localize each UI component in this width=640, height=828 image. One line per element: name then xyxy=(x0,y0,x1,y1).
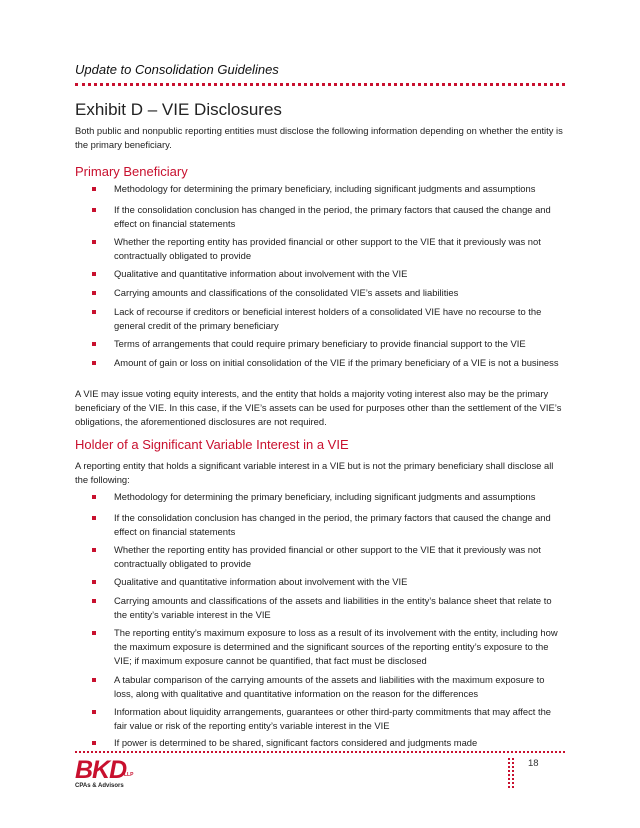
list-item: Whether the reporting entity has provided financial or other support to the VIE that it previously was not contractually obligated to provide xyxy=(92,235,564,263)
logo-tagline: CPAs & Advisors xyxy=(75,783,124,789)
bullet-square-icon xyxy=(92,495,96,499)
list-item: If power is determined to be shared, significant factors considered and judgments made xyxy=(92,736,564,750)
exhibit-title: Exhibit D – VIE Disclosures xyxy=(75,100,282,119)
list-item: Qualitative and quantitative information about involvement with the VIE xyxy=(92,267,564,281)
list-item: Carrying amounts and classifications of the consolidated VIE’s assets and liabilities xyxy=(92,286,564,300)
list-item: A tabular comparison of the carrying amounts of the assets and liabilities with the maximum exposure to loss, along with qualitative and quantitative information on the reason for the differences xyxy=(92,673,564,701)
primary-beneficiary-note: A VIE may issue voting equity interests, and the entity that holds a majority voting interest also may be the primary beneficiary of the VIE. In this case, if the VIE’s assets can be used for purposes other than the settlement of the VIE’s obligations, the aforementioned disclosures are not required. xyxy=(75,388,562,427)
bullet-square-icon xyxy=(92,678,96,682)
page-header-title: Update to Consolidation Guidelines xyxy=(75,62,279,77)
header-dotted-rule xyxy=(75,83,565,86)
list-item: Information about liquidity arrangements, guarantees or other third-party commitments that may affect the fair value or risk of the reporting entity’s variable interest in the VIE xyxy=(92,705,564,733)
bullet-square-icon xyxy=(92,208,96,212)
exhibit-intro: Both public and nonpublic reporting entities must disclose the following information depending on whether the entity is the primary beneficiary. xyxy=(75,125,563,150)
list-item: Amount of gain or loss on initial consolidation of the VIE if the primary beneficiary of a VIE is not a business xyxy=(92,356,564,370)
list-item: Methodology for determining the primary beneficiary, including significant judgments and assumptions xyxy=(92,182,564,196)
bullet-square-icon xyxy=(92,361,96,365)
bullet-square-icon xyxy=(92,741,96,745)
bullet-square-icon xyxy=(92,240,96,244)
list-item: Carrying amounts and classifications of the assets and liabilities in the entity’s balance sheet that relate to the entity’s variable interest in the VIE xyxy=(92,594,564,622)
bullet-square-icon xyxy=(92,291,96,295)
page-number: 18 xyxy=(528,758,539,769)
holder-heading: Holder of a Significant Variable Interest in a VIE xyxy=(75,437,349,452)
bullet-square-icon xyxy=(92,710,96,714)
bullet-square-icon xyxy=(92,342,96,346)
bullet-square-icon xyxy=(92,310,96,314)
bullet-square-icon xyxy=(92,516,96,520)
holder-intro: A reporting entity that holds a significant variable interest in a VIE but is not the primary beneficiary shall disclose all the following: xyxy=(75,460,554,485)
bullet-square-icon xyxy=(92,272,96,276)
list-item: If the consolidation conclusion has changed in the period, the primary factors that caused the change and effect on financial statements xyxy=(92,511,564,539)
list-item: Qualitative and quantitative information about involvement with the VIE xyxy=(92,575,564,589)
bullet-square-icon xyxy=(92,631,96,635)
bullet-square-icon xyxy=(92,548,96,552)
footer-dotted-rule xyxy=(75,751,565,753)
bullet-square-icon xyxy=(92,580,96,584)
list-item: Whether the reporting entity has provided financial or other support to the VIE that it previously was not contractually obligated to provide xyxy=(92,543,564,571)
primary-beneficiary-heading: Primary Beneficiary xyxy=(75,164,188,179)
bullet-square-icon xyxy=(92,599,96,603)
bullet-square-icon xyxy=(92,187,96,191)
list-item: If the consolidation conclusion has changed in the period, the primary factors that caused the change and effect on financial statements xyxy=(92,203,564,231)
page-number-dots xyxy=(508,758,514,788)
list-item: The reporting entity’s maximum exposure to loss as a result of its involvement with the entity, including how the maximum exposure is determined and the significant sources of the reporting entity’s exposure to the VIE; if maximum exposure cannot be quantified, that fact must be disclosed xyxy=(92,626,564,668)
logo-letters: BKD xyxy=(75,756,127,784)
list-item: Terms of arrangements that could require primary beneficiary to provide financial support to the VIE xyxy=(92,337,564,351)
bkd-logo xyxy=(75,756,134,789)
logo-llp: LLP xyxy=(124,772,134,778)
list-item: Methodology for determining the primary beneficiary, including significant judgments and assumptions xyxy=(92,490,564,504)
list-item: Lack of recourse if creditors or beneficial interest holders of a consolidated VIE have no recourse to the general credit of the primary beneficiary xyxy=(92,305,564,333)
